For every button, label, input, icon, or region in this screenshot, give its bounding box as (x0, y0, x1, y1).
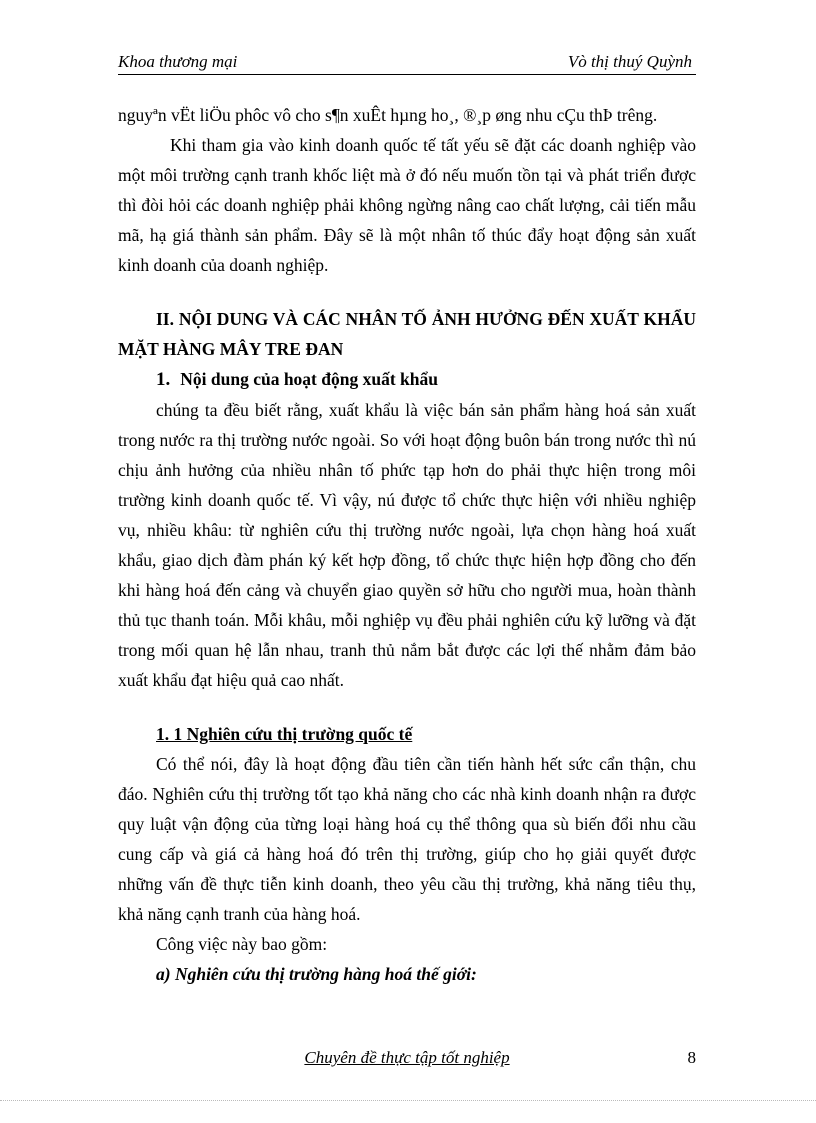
paragraph-market-research: Có thể nói, đây là hoạt động đầu tiên cần tiến hành hết sức cẩn thận, chu đáo. Nghiên cứu thị trường tốt tạo khả năng cho các nhà kinh doanh nhận ra được quy luật vận động của từng loại hàng hoá cụ thể thông qua sù biến đổi nhu cầu cung cấp và giá cả hàng hoá đó trên thị trường, giúp cho họ giải quyết được những vấn đề thực tiễn kinh doanh, theo yêu cầu thị trường, khả năng tiêu thụ, khả năng cạnh tranh của hàng hoá. (118, 754, 696, 924)
footer-title: Chuyên đề thực tập tốt nghiệp (304, 1048, 510, 1067)
page-bottom-divider (0, 1100, 816, 1101)
list-item-a: a) Nghiên cứu thị trường hàng hoá thế giới: (156, 964, 477, 984)
section-number: 1. (156, 369, 171, 390)
section-title: Nội dung của hoạt động xuất khẩu (180, 369, 438, 389)
section-heading-1 (156, 364, 696, 395)
page-number: 8 (687, 1048, 696, 1067)
header-faculty: Khoa thương mại (118, 52, 238, 71)
subsection-heading-1-1: 1. 1 Nghiên cứu thị trường quốc tế (156, 724, 413, 744)
section-heading-ii: II. NỘI DUNG VÀ CÁC NHÂN TỐ ẢNH HƯỞNG ĐẾN XUẤT KHẨU MẶT HÀNG MÂY TRE ĐAN (118, 309, 696, 359)
header-author: Vò thị thuý Quỳnh (567, 52, 692, 71)
page-body (118, 100, 696, 989)
paragraph-includes: Công việc này bao gồm: (156, 934, 328, 954)
paragraph-competition: Khi tham gia vào kinh doanh quốc tế tất yếu sẽ đặt các doanh nghiệp vào một môi trường cạnh tranh khốc liệt mà ở đó nếu muốn tồn tại và phát triển được thì đòi hỏi các doanh nghiệp phải không ngừng nâng cao chất lượng, cải tiến mẫu mã, hạ giá thành sản phẩm. Đây sẽ là một nhân tố thúc đẩy hoạt động sản xuất kinh doanh của doanh nghiệp. (118, 135, 696, 275)
paragraph-export-content: chúng ta đều biết rằng, xuất khẩu là việc bán sản phẩm hàng hoá sản xuất trong nước ra thị trường nước ngoài. So với hoạt động buôn bán trong nước thì nú chịu ảnh hưởng của nhiều nhân tố phức tạp hơn do phải thực hiện trong môi trường kinh doanh quốc tế. Vì vậy, nú được tổ chức thực hiện với nhiều nghiệp vụ, nhiều khâu: từ nghiên cứu thị trường nước ngoài, lựa chọn hàng hoá xuất khẩu, giao dịch đàm phán ký kết hợp đồng, tổ chức thực hiện hợp đồng cho đến khi hàng hoá đến cảng và chuyển giao quyền sở hữu cho người mua, hoàn thành thủ tục thanh toán. Mỗi khâu, mỗi nghiệp vụ đều phải nghiên cứu kỹ lưỡng và đặt trong mối quan hệ lẫn nhau, tranh thủ nắm bắt được các lợi thế nhằm đảm bảo xuất khẩu đạt hiệu quả cao nhất. (118, 400, 696, 690)
page-header (118, 50, 696, 75)
paragraph-continued: nguyªn vËt liÖu phôc vô cho s¶n xuÊt hµng ho¸, ®¸p øng nhu cÇu thÞ trêng. (118, 105, 658, 125)
